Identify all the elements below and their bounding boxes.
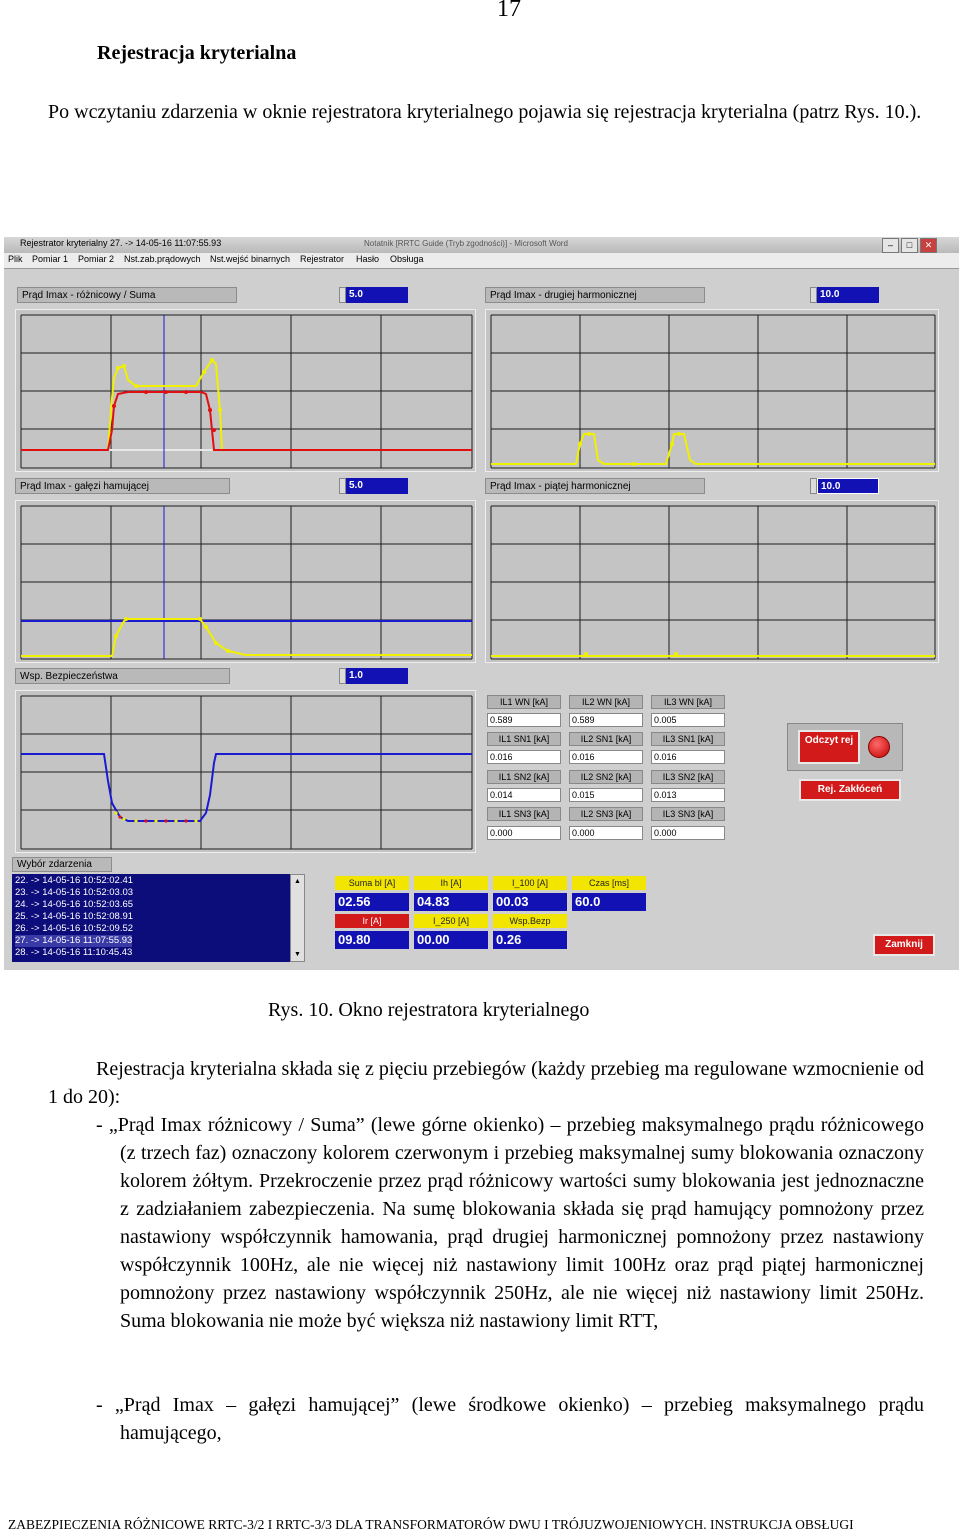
page-footer: ZABEZPIECZENIA RÓŻNICOWE RRTC-3/2 I RRTC-3/3 DLA TRANSFORMATORÓW DWU I TRÓJUZWOJENIOWYCH. INSTRUKCJA OBSŁUGI xyxy=(8,1517,854,1532)
label-il2-sn2: IL2 SN2 [kA] xyxy=(569,770,643,784)
gain-spin-2nd-harmonic[interactable] xyxy=(810,287,817,303)
window-titlebar xyxy=(4,237,959,253)
window-title: Rejestrator kryterialny 27. -> 14-05-16 11:07:55.93 xyxy=(20,238,222,248)
chart-safety-factor xyxy=(15,690,476,853)
label-i100: I_100 [A] xyxy=(493,876,567,890)
gain-value-diff-sum[interactable]: 5.0 xyxy=(346,287,408,303)
value-il2-sn3: 0.000 xyxy=(569,826,643,840)
value-czas: 60.0 xyxy=(572,893,646,911)
value-il3-sn3: 0.000 xyxy=(651,826,725,840)
value-il2-sn2: 0.015 xyxy=(569,788,643,802)
value-suma-bl: 02.56 xyxy=(335,893,409,911)
value-il3-sn1: 0.016 xyxy=(651,750,725,764)
scroll-up-icon[interactable]: ▲ xyxy=(294,878,301,885)
label-ir: Ir [A] xyxy=(335,914,409,928)
intro-paragraph: Po wczytaniu zdarzenia w oknie rejestratora kryterialnego pojawia się rejestracja kryterialna (patrz Rys. 10.). xyxy=(48,101,922,123)
label-ih: Ih [A] xyxy=(414,876,488,890)
gain-value-5th-harmonic[interactable]: 10.0 xyxy=(817,478,879,494)
menu-nst-zab-pradowych[interactable]: Nst.zab.prądowych xyxy=(124,254,201,264)
value-ir: 09.80 xyxy=(335,931,409,949)
list-item[interactable]: 23. -> 14-05-16 10:52:03.03 xyxy=(15,887,134,898)
gain-value-2nd-harmonic[interactable]: 10.0 xyxy=(817,287,879,303)
label-suma-bl: Suma bl [A] xyxy=(335,876,409,890)
gain-spin-5th-harmonic[interactable] xyxy=(810,478,817,494)
section-heading: Rejestracja kryterialna xyxy=(97,42,297,64)
menu-obsluga[interactable]: Obsługa xyxy=(390,254,424,264)
label-il2-wn: IL2 WN [kA] xyxy=(569,695,643,709)
panel-label-safety-factor: Wsp. Bezpieczeństwa xyxy=(15,668,230,684)
background-window-title: Notatnik [RRTC Guide (Tryb zgodności)] - Microsoft Word xyxy=(364,239,568,248)
close-button[interactable]: Zamknij xyxy=(873,934,935,956)
list-item[interactable]: 22. -> 14-05-16 10:52:02.41 xyxy=(15,875,134,886)
label-wsp-bezp: Wsp.Bezp xyxy=(493,914,567,928)
list-item[interactable]: 24. -> 14-05-16 10:52:03.65 xyxy=(15,899,134,910)
close-icon[interactable]: ✕ xyxy=(920,238,937,253)
value-il1-sn3: 0.000 xyxy=(487,826,561,840)
maximize-icon[interactable]: □ xyxy=(901,238,918,253)
label-il3-wn: IL3 WN [kA] xyxy=(651,695,725,709)
value-il2-sn1: 0.016 xyxy=(569,750,643,764)
menu-haslo[interactable]: Hasło xyxy=(356,254,380,264)
gain-value-restraint[interactable]: 5.0 xyxy=(346,478,408,494)
value-i100: 00.03 xyxy=(493,893,567,911)
list-item-selected[interactable]: 27. -> 14-05-16 11:07:55.93 xyxy=(15,935,133,946)
label-il1-wn: IL1 WN [kA] xyxy=(487,695,561,709)
label-il1-sn2: IL1 SN2 [kA] xyxy=(487,770,561,784)
gain-spin-diff-sum[interactable] xyxy=(339,287,346,303)
menu-pomiar-2[interactable]: Pomiar 2 xyxy=(78,254,115,264)
page-number: 17 xyxy=(497,0,521,22)
label-il3-sn3: IL3 SN3 [kA] xyxy=(651,807,725,821)
panel-label-5th-harmonic: Prąd Imax - piątej harmonicznej xyxy=(485,478,705,494)
chart-2nd-harmonic xyxy=(485,309,939,472)
value-il3-wn: 0.005 xyxy=(651,713,725,727)
label-i250: I_250 [A] xyxy=(414,914,488,928)
scroll-down-icon[interactable]: ▼ xyxy=(294,951,301,958)
screenshot-window xyxy=(4,237,959,970)
value-il3-sn2: 0.013 xyxy=(651,788,725,802)
bullet-diff-sum: - „Prąd Imax różnicowy / Suma” (lewe górne okienko) – przebieg maksymalnego prądu różnicowego (z trzech faz) oznaczony kolorem czerwonym i przebieg maksymalnej sumy blokowania oznaczony kolorem żółtym. Przekroczenie przez prąd różnicowy wartości sumy blokowania jest jednoznaczne z zadziałaniem zabezpieczenia. Na sumę blokowania składa się prąd hamujący pomnożony przez nastawiony współczynnik hamowania, prąd drugiej harmonicznej pomnożony przez nastawiony współczynnik 100Hz, ale nie więcej niż nastawiony limit 100Hz oraz prąd piątej harmonicznej pomnożony przez nastawiony współczynnik 250Hz, ale nie więcej niż nastawiony limit 250Hz. Suma blokowania nie może być większa niż nastawiony limit RTT, xyxy=(96,1114,924,1332)
label-il2-sn1: IL2 SN1 [kA] xyxy=(569,732,643,746)
event-list-label: Wybór zdarzenia xyxy=(12,857,112,872)
menu-pomiar-1[interactable]: Pomiar 1 xyxy=(32,254,69,264)
menu-rejestrator[interactable]: Rejestrator xyxy=(300,254,345,264)
label-il2-sn3: IL2 SN3 [kA] xyxy=(569,807,643,821)
bullet-restraint: - „Prąd Imax – gałęzi hamującej” (lewe środkowe okienko) – przebieg maksymalnego prądu hamującego, xyxy=(96,1394,924,1444)
minimize-icon[interactable]: – xyxy=(882,238,899,253)
panel-label-restraint: Prąd Imax - gałęzi hamującej xyxy=(15,478,230,494)
label-czas: Czas [ms] xyxy=(572,876,646,890)
value-il1-sn1: 0.016 xyxy=(487,750,561,764)
value-il1-wn: 0.589 xyxy=(487,713,561,727)
label-il1-sn3: IL1 SN3 [kA] xyxy=(487,807,561,821)
figure-caption: Rys. 10. Okno rejestratora kryterialnego xyxy=(268,999,590,1021)
panel-label-2nd-harmonic: Prąd Imax - drugiej harmonicznej xyxy=(485,287,705,303)
value-ih: 04.83 xyxy=(414,893,488,911)
menu-bar xyxy=(4,253,959,269)
chart-5th-harmonic xyxy=(485,500,939,663)
value-wsp-bezp: 0.26 xyxy=(493,931,567,949)
list-item[interactable]: 26. -> 14-05-16 10:52:09.52 xyxy=(15,923,134,934)
value-il1-sn2: 0.014 xyxy=(487,788,561,802)
label-il3-sn2: IL3 SN2 [kA] xyxy=(651,770,725,784)
menu-plik[interactable]: Plik xyxy=(8,254,23,264)
gain-spin-restraint[interactable] xyxy=(339,478,346,494)
value-i250: 00.00 xyxy=(414,931,488,949)
status-led-icon xyxy=(868,736,890,758)
value-il2-wn: 0.589 xyxy=(569,713,643,727)
disturbance-register-button[interactable]: Rej. Zakłóceń xyxy=(799,779,901,801)
list-item[interactable]: 28. -> 14-05-16 11:10:45.43 xyxy=(15,947,133,958)
event-list-scrollbar[interactable] xyxy=(290,874,305,962)
event-list[interactable] xyxy=(12,874,290,962)
panel-label-diff-sum: Prąd Imax - różnicowy / Suma xyxy=(17,287,237,303)
list-item[interactable]: 25. -> 14-05-16 10:52:08.91 xyxy=(15,911,134,922)
chart-restraint xyxy=(15,500,476,663)
gain-value-safety-factor[interactable]: 1.0 xyxy=(346,668,408,684)
gain-spin-safety-factor[interactable] xyxy=(339,668,346,684)
label-il1-sn1: IL1 SN1 [kA] xyxy=(487,732,561,746)
label-il3-sn1: IL3 SN1 [kA] xyxy=(651,732,725,746)
body-paragraph: Rejestracja kryterialna składa się z pięciu przebiegów (każdy przebieg ma regulowane wzmocnienie od 1 do 20): xyxy=(48,1058,924,1108)
read-button-frame xyxy=(787,723,903,771)
read-register-button[interactable]: Odczyt rej xyxy=(798,730,860,764)
menu-nst-wejsc-binarnych[interactable]: Nst.wejść binarnych xyxy=(210,254,291,264)
chart-diff-sum xyxy=(15,309,476,472)
